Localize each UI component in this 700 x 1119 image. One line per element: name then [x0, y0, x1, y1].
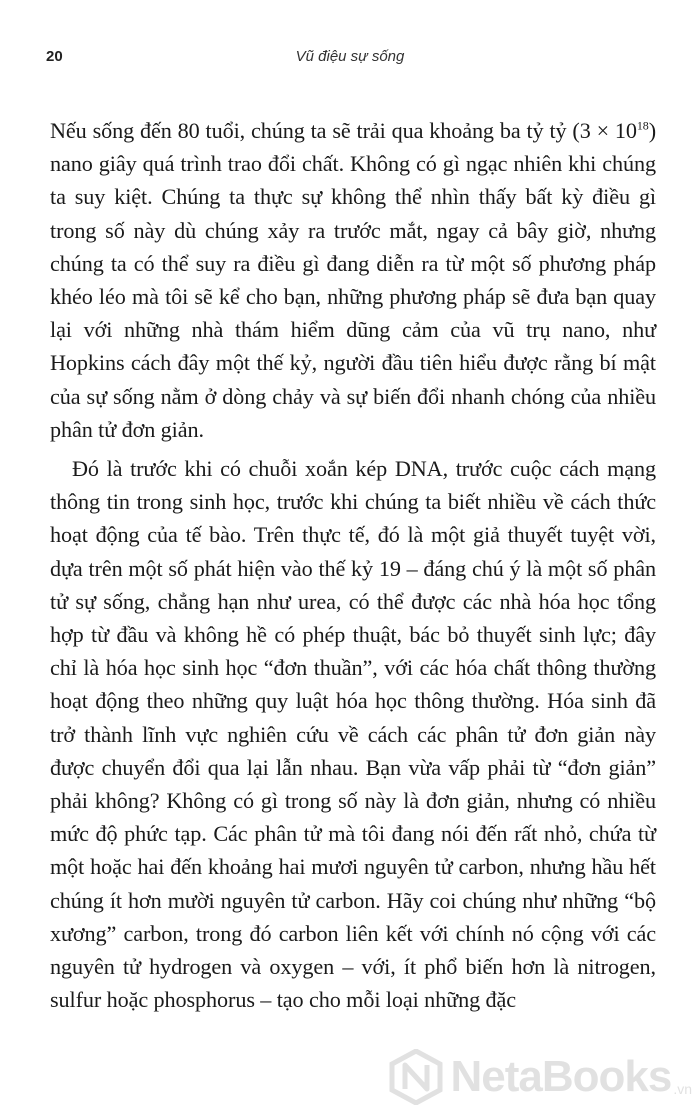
page-number: 20	[46, 48, 63, 65]
paragraph-2: Đó là trước khi có chuỗi xoắn kép DNA, trước cuộc cách mạng thông tin trong sinh học, trước khi chúng ta biết nhiều về cách thức hoạt động của tế bào. Trên thực tế, đó là một giả thuyết tuyệt vời, dựa trên một số phát hiện vào thế kỷ 19 – đáng chú ý là một số phân tử sự sống, chẳng hạn như urea, có thể được các nhà hóa học tổng hợp từ đầu và không hề có phép thuật, bác bỏ thuyết sinh lực; đây chỉ là hóa học sinh học “đơn thuần”, với các hóa chất thông thường hoạt động theo những quy luật hóa học thông thường. Hóa sinh đã trở thành lĩnh vực nghiên cứu về cách các phân tử đơn giản này được chuyển đổi qua lại lẫn nhau. Bạn vừa vấp phải từ “đơn giản” phải không? Không có gì trong số này là đơn giản, nhưng có nhiều mức độ phức tạp. Các phân tử mà tôi đang nói đến rất nhỏ, chứa từ một hoặc hai đến khoảng hai mươi nguyên tử carbon, nhưng hầu hết chúng ít hơn mười nguyên tử carbon. Hãy coi chúng như những “bộ xương” carbon, trong đó carbon liên kết với chính nó cộng với các nguyên tử hydrogen và oxygen – với, ít phổ biến hơn là nitrogen, sulfur hoặc phosphorus – tạo cho mỗi loại những đặc	[50, 456, 656, 1013]
paragraph-1	[50, 114, 656, 446]
neta-logo-icon	[388, 1049, 444, 1105]
body-text	[50, 114, 656, 1016]
watermark	[388, 1047, 692, 1107]
exponent: 18	[636, 118, 649, 133]
running-title: Vũ điệu sự sống	[295, 48, 405, 65]
watermark-brand: NetaBooks	[450, 1052, 672, 1101]
page-header	[46, 48, 654, 74]
paragraph-1-part-a: Nếu sống đến 80 tuổi, chúng ta sẽ trải qua khoảng ba tỷ tỷ (3 × 10	[50, 118, 637, 143]
paragraph-1-part-b: ) nano giây quá trình trao đổi chất. Không có gì ngạc nhiên khi chúng ta suy kiệt. Chúng ta thực sự không thể nhìn thấy bất kỳ điều gì trong số này dù chúng xảy ra trước mắt, ngay cả bây giờ, nhưng chúng ta có thể suy ra điều gì đang diễn ra từ một số phương pháp khéo léo mà tôi sẽ kể cho bạn, những phương pháp sẽ đưa bạn quay lại với những nhà thám hiểm dũng cảm của vũ trụ nano, như Hopkins cách đây một thế kỷ, người đầu tiên hiểu được rằng bí mật của sự sống nằm ở dòng chảy và sự biến đổi nhanh chóng của nhiều phân tử đơn giản.	[50, 118, 656, 442]
watermark-suffix: .vn	[673, 1081, 692, 1097]
